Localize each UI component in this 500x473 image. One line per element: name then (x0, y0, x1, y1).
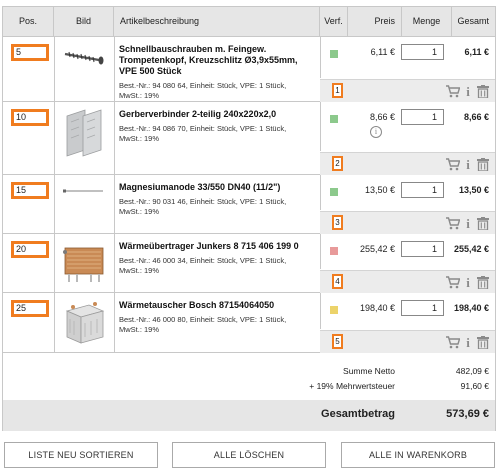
availability-indicator (330, 306, 338, 314)
availability-indicator (330, 188, 338, 196)
info-icon[interactable]: i (466, 275, 470, 290)
bracket-image (59, 106, 109, 158)
item-total: 6,11 € (464, 47, 489, 57)
price-info-icon[interactable]: i (370, 126, 382, 138)
item-title[interactable]: Magnesiumanode 33/550 DN40 (11/2") (119, 182, 281, 192)
position-input[interactable]: 10 (11, 109, 49, 126)
info-icon[interactable]: i (466, 84, 470, 99)
quantity-input[interactable]: 1 (401, 182, 444, 198)
quantity-input[interactable]: 1 (401, 241, 444, 257)
row-index-badge: 3 (332, 215, 343, 230)
row-actions (320, 152, 495, 175)
item-price: 6,11 € (370, 47, 395, 57)
row-actions (320, 270, 495, 293)
cart-table (2, 6, 496, 431)
grand-total-value: 573,69 € (446, 408, 489, 420)
info-icon[interactable]: i (466, 335, 470, 350)
grand-total-bar (3, 400, 495, 431)
item-title[interactable]: Schnellbauschrauben m. Feingew. Trompetenkopf, Kreuzschlitz Ø3,9x55mm, VPE 500 Stück (119, 44, 298, 76)
trash-icon[interactable] (477, 85, 489, 98)
row-index-badge: 5 (332, 334, 343, 349)
position-input[interactable]: 5 (11, 44, 49, 61)
tax-label: + 19% Mehrwertsteuer (309, 381, 395, 391)
table-row (3, 37, 495, 102)
item-title[interactable]: Wärmetauscher Bosch 87154064050 (119, 300, 275, 310)
item-meta: Best.-Nr.: 94 086 70, Einheit: Stück, VPE: 1 Stück, MwSt.: 19% (119, 124, 287, 143)
trash-icon[interactable] (477, 276, 489, 289)
cart-icon[interactable] (446, 276, 460, 289)
tax-value: 91,60 € (460, 381, 489, 391)
table-row (3, 102, 495, 175)
trash-icon[interactable] (477, 217, 489, 230)
info-icon[interactable]: i (466, 216, 470, 231)
delete-all-button[interactable]: ALLE LÖSCHEN (172, 442, 326, 468)
position-input[interactable]: 25 (11, 300, 49, 317)
header-bild: Bild (54, 7, 114, 36)
position-input[interactable]: 15 (11, 182, 49, 199)
header-verf: Verf. (320, 7, 348, 36)
item-price: 198,40 € (359, 303, 395, 313)
position-input[interactable]: 20 (11, 241, 49, 258)
item-price: 8,66 € (369, 112, 395, 122)
item-price: 13,50 € (364, 185, 395, 195)
item-total: 8,66 € (463, 112, 489, 122)
grand-total-label: Gesamtbetrag (321, 408, 395, 420)
netto-value: 482,09 € (455, 366, 489, 376)
header-gesamt: Gesamt (457, 16, 489, 26)
quantity-input[interactable]: 1 (401, 300, 444, 316)
row-actions (320, 79, 495, 102)
header-pos: Pos. (3, 7, 54, 36)
row-index-badge: 1 (332, 83, 343, 98)
table-row (3, 293, 495, 353)
cart-icon[interactable] (446, 217, 460, 230)
table-row (3, 175, 495, 234)
add-all-to-cart-button[interactable]: ALLE IN WARENKORB (341, 442, 495, 468)
info-icon[interactable]: i (466, 157, 470, 172)
cart-icon[interactable] (446, 85, 460, 98)
header-preis: Preis (348, 7, 402, 36)
table-header (3, 7, 495, 37)
availability-indicator (330, 115, 338, 123)
resort-list-button[interactable]: LISTE NEU SORTIEREN (4, 442, 158, 468)
heat-exchanger-image (59, 238, 109, 290)
item-meta: Best.-Nr.: 90 031 46, Einheit: Stück, VPE: 1 Stück, MwSt.: 19% (119, 197, 287, 216)
item-title[interactable]: Gerberverbinder 2-teilig 240x220x2,0 (119, 109, 277, 119)
header-artikel: Artikelbeschreibung (114, 7, 320, 36)
heat-exchanger-bosch-image (59, 297, 109, 349)
table-row (3, 234, 495, 293)
row-actions (320, 330, 495, 353)
row-actions (320, 211, 495, 234)
netto-label: Summe Netto (343, 366, 395, 376)
item-total: 198,40 € (453, 303, 489, 313)
quantity-input[interactable]: 1 (401, 109, 444, 125)
cart-icon[interactable] (446, 336, 460, 349)
cart-summary (3, 353, 495, 406)
trash-icon[interactable] (477, 336, 489, 349)
trash-icon[interactable] (477, 158, 489, 171)
cart-icon[interactable] (446, 158, 460, 171)
availability-indicator (330, 50, 338, 58)
availability-indicator (330, 247, 338, 255)
item-meta: Best.-Nr.: 94 080 64, Einheit: Stück, VPE: 1 Stück, MwSt.: 19% (119, 81, 287, 100)
row-index-badge: 4 (332, 274, 343, 289)
item-meta: Best.-Nr.: 46 000 80, Einheit: Stück, VPE: 1 Stück, MwSt.: 19% (119, 315, 287, 334)
item-total: 13,50 € (458, 185, 489, 195)
item-price: 255,42 € (359, 244, 395, 254)
header-menge: Menge (402, 7, 452, 36)
screw-image (59, 41, 109, 93)
row-index-badge: 2 (332, 156, 343, 171)
anode-image (59, 179, 109, 231)
quantity-input[interactable]: 1 (401, 44, 444, 60)
item-title[interactable]: Wärmeübertrager Junkers 8 715 406 199 0 (119, 241, 299, 251)
item-total: 255,42 € (453, 244, 489, 254)
item-meta: Best.-Nr.: 46 000 34, Einheit: Stück, VPE: 1 Stück, MwSt.: 19% (119, 256, 287, 275)
